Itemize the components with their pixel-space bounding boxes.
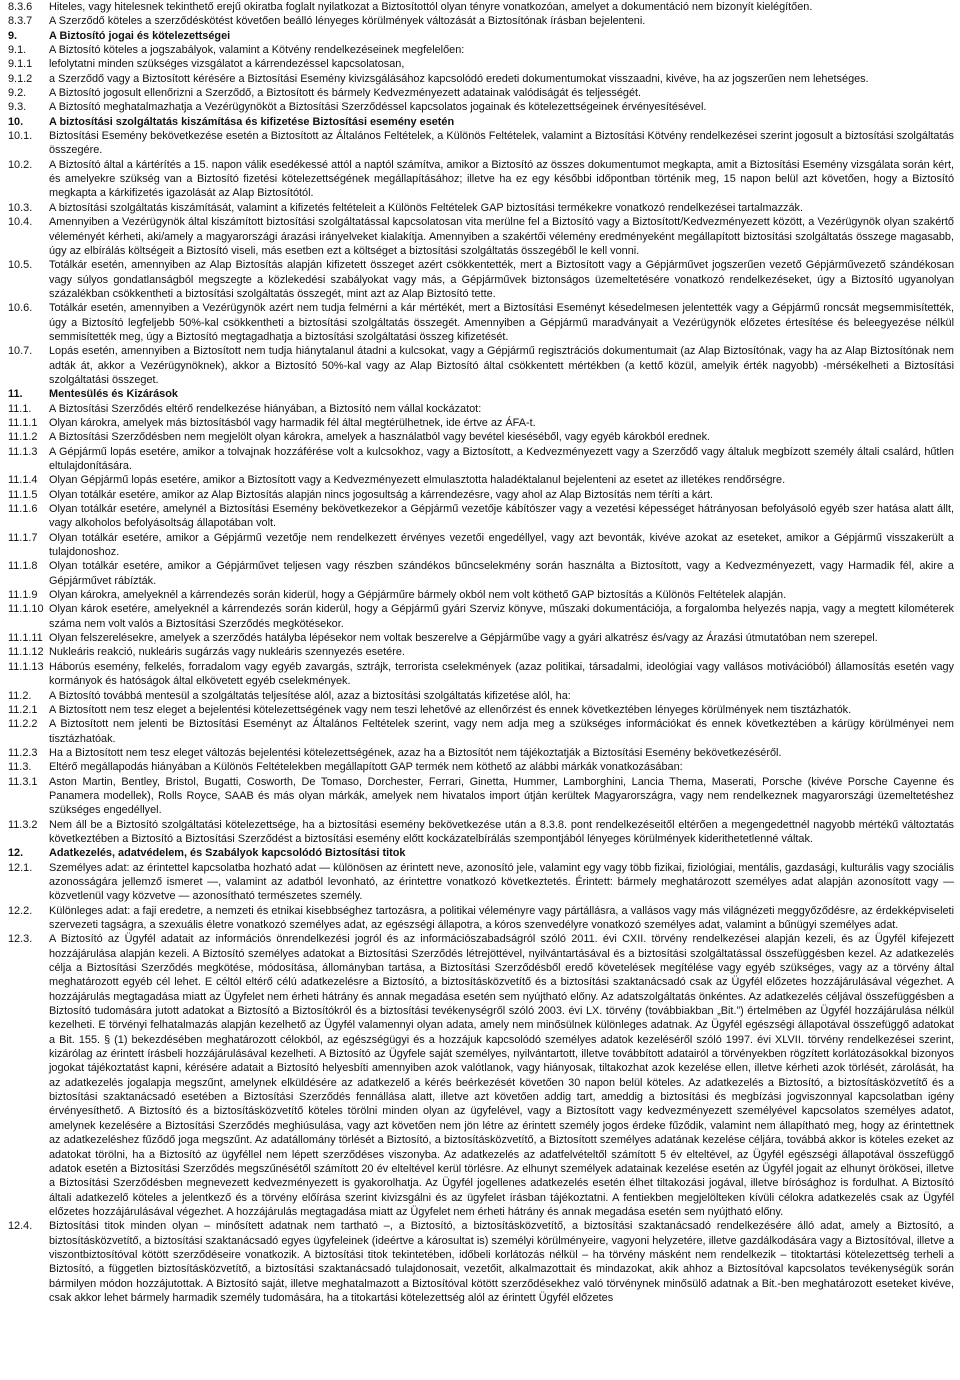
clause-paragraph: [8, 588, 954, 602]
clause-text: Olyan totálkár esetére, amikor a Gépjármű vezetője nem rendelkezett érvényes vezetői engedéllyel, vagy azt bevonták, kivéve azokat az eseteket, amikor a Gépjármű visszakerült a tulajdonoshoz.: [49, 531, 954, 559]
clause-number: 10.6.: [8, 302, 33, 315]
clause-number: 10.1.: [8, 130, 33, 143]
clause-text: A Biztosítási Szerződés eltérő rendelkezése hiányában, a Biztosító nem vállal kockázatot:: [49, 402, 482, 415]
clause-number: 10.4.: [8, 216, 33, 229]
section-heading: [8, 115, 954, 129]
clause-paragraph: [8, 861, 954, 904]
clause-number: 11.1.2: [8, 431, 38, 444]
clause-number: 11.1.12: [8, 646, 44, 659]
clause-paragraph: [8, 602, 954, 631]
clause-paragraph: [8, 818, 954, 847]
clause-text: A Biztosító köteles a jogszabályok, valamint a Kötvény rendelkezéseinek megfelelően:: [49, 44, 465, 57]
clause-text: Olyan totálkár esetére, amikor a Gépjárművet teljesen vagy részben szándékos bűncselekmény során használta a Biztosított, vagy a Kedvezményezett, vagy Harmadik fél, akire a Gépjárművet rábízták.: [49, 560, 954, 587]
clause-number: 12.: [8, 847, 24, 860]
clause-paragraph: [8, 14, 954, 28]
clause-paragraph: [8, 502, 954, 531]
clause-number: 11.3.1: [8, 775, 38, 788]
clause-number: 11.1.: [8, 402, 32, 415]
clause-paragraph: [8, 689, 954, 703]
clause-text: Olyan károk esetére, amelyeknél a kárrendezés során kiderül, hogy a Gépjármű gyári Szerviz könyve, műszaki dokumentációja, a forgalomba helyezés napja, vagy a megtett kilométerek száma nem volt valós a Biztosítási Szerződés megkötésekor.: [49, 603, 954, 630]
clause-paragraph: [8, 932, 954, 1219]
clause-text: A Biztosító által a kártérítés a 15. napon válik esedékessé attól a naptól számítva, amikor a Biztosító az összes dokumentumot megkapta, amit a Biztosítási Esemény vizsgálata során kért, és amelyekre szükség van a Biztosító fizetési kötelezettségének megállapításához; illetve ha ez egy későbbi időpontban történik meg, 15 napon belül azt követően, hogy a Biztosító megkapta a kárkifizetés igazolását az Alap Biztosítótól.: [49, 158, 954, 200]
clause-text: Eltérő megállapodás hiányában a Különös Feltételekben megállapított GAP termék nem köthető az alábbi márkák vonatkozásában:: [49, 761, 683, 774]
clause-number: 10.: [8, 115, 24, 128]
clause-text: Totálkár esetén, amennyiben a Vezérügynök azért nem tudja felmérni a kár mértékét, mert a Biztosítási Eseményt késedelmesen jelentették vagy a Gépjármű roncsát megsemmisítették, úgy a Biztosító legfeljebb 50%-kal csökkentheti a biztosítási szolgáltatás összegét. Amennyiben a Gépjármű maradványait a Vezérügynök előzetes értesítése és beleegyezése nélkül semmisítették meg, úgy a Biztosító megtagadhatja a biztosítási szolgáltatási összeg kifizetését.: [49, 302, 954, 343]
clause-text: Háborús esemény, felkelés, forradalom vagy egyéb zavargás, sztrájk, terrorista cselekmények (azaz politikai, társadalmi, ideológiai vagy vallásos motivációból) államosítás esetén vagy kormányok és hatóságok által elkövetett egyéb cselekmények.: [49, 660, 954, 688]
clause-number: 9.1.: [8, 44, 27, 57]
clause-paragraph: [8, 43, 954, 57]
clause-number: 9.: [8, 29, 18, 42]
clause-text: a Szerződő vagy a Biztosított kérésére a Biztosítási Esemény kivizsgálásához kapcsolódó eredeti dokumentumokat visszaadni, kivéve, ha az jogszerűen nem lehetséges.: [49, 72, 869, 85]
clause-paragraph: [8, 746, 954, 760]
clause-paragraph: [8, 57, 954, 71]
clause-text: Nem áll be a Biztosító szolgáltatási kötelezettsége, ha a biztosítási esemény bekövetkezése után a 8.3.8. pont rendelkezéseitől eltérően a megengedettnél nagyobb mértékű változtatás következtében a Biztosító a Biztosítási Szerződést a biztosítási esemény előtt kockázatelbírálás szempontjából lényeges körülmények kiderithetetlenné váltak.: [49, 818, 954, 845]
clause-paragraph: [8, 488, 954, 502]
clause-number: 11.2.3: [8, 746, 38, 759]
clause-text: A Biztosított nem jelenti be Biztosítási Eseményt az Általános Feltételek szerint, vagy nem adja meg a szükséges információkat és ennek következtében a kárügy körülményei nem tisztázhatóak.: [49, 718, 954, 745]
clause-number: 11.2.: [8, 689, 32, 702]
clause-text: A Biztosító jogosult ellenőrizni a Szerződő, a Biztosított és bármely Kedvezményezett adatainak valódiságát és teljességét.: [49, 87, 642, 100]
clause-number: 9.3.: [8, 101, 27, 114]
clause-number: 11.1.9: [8, 589, 38, 602]
clause-paragraph: [8, 215, 954, 258]
clause-number: 10.7.: [8, 345, 33, 358]
clause-number: 8.3.6: [8, 1, 33, 13]
clause-number: 10.5.: [8, 259, 33, 272]
section-heading: [8, 29, 954, 43]
clause-paragraph: [8, 402, 954, 416]
clause-paragraph: [8, 660, 954, 689]
clause-number: 11.1.1: [8, 416, 38, 429]
clause-text: Személyes adat: az érintettel kapcsolatba hozható adat — különösen az érintett neve, azonosító jele, valamint egy vagy több fizikai, fiziológiai, mentális, gazdasági, kulturális vagy szociális azonosságára jellemző ismeret —, valamint az adatból levonható, az érintettre vonatkozó következtetés. Érintett: bármely meghatározott személyes adat alapján azonosított vagy — közvetlenül vagy közvetve — azonosítható természetes személy.: [49, 861, 954, 903]
clause-paragraph: [8, 645, 954, 659]
clause-text: Biztosítási Esemény bekövetkezése esetén a Biztosított az Általános Feltételek, a Különös Feltételek, valamint a Biztosítási Kötvény rendelkezései szerint jogosult a biztosítási szolgáltatás összegére.: [49, 130, 954, 157]
clause-text: Olyan károkra, amelyeknél a kárrendezés során kiderül, hogy a Gépjárműre bármely okból nem volt köthető GAP biztosítás a Különös Feltételek alapján.: [49, 589, 787, 602]
clause-paragraph: [8, 445, 954, 474]
clause-paragraph: [8, 201, 954, 215]
clause-paragraph: [8, 717, 954, 746]
clause-text: Biztosítási titok minden olyan – minősített adatnak nem tartható –, a Biztosító, a biztosításközvetítő, a biztosítási szaktanácsadó rendelkezésére álló adat, amely a Biztosító, a biztosításközvetítő, a biztosítási szaktanácsadó egyes ügyfeleinek (ideértve a károsultat is) személyi körülményeire, vagyoni helyzetére, illetve gazdálkodására vagy a Biztosítóval, illetve a viszontbiztosítóval kötött szerződéseire vonatkozik. A biztosítási titok tekintetében, időbeli korlátozás nélkül – ha törvény másként nem rendelkezik – titoktartási kötelezettség terheli a Biztosító, a független biztosításközvetítő, a biztosítási szaktanácsadó tulajdonosait, vezetőit, alkalmazottait és mindazokat, akik ahhoz a Biztosítóval kapcsolatos tevékenységük során bármilyen módon hozzájutottak. A Biztosító saját, illetve meghatalmazott a Biztosítóval kötött szerződésekhez való törvénynek minősülő adatnak a Bit.-ben meghatározott eseteket kivéve, csak akkor lehet bármely harmadik személy tudomására, ha a titokartási kötelezettség alól az érintett Ügyfél előzetes: [49, 1220, 954, 1304]
clause-paragraph: [8, 301, 954, 344]
clause-text: A Biztosítási Szerződésben nem megjelölt olyan károkra, amelyek a használatból vagy bevétel kieséséből, vagy egyéb károkból erednek.: [49, 431, 711, 444]
clause-paragraph: [8, 775, 954, 818]
clause-text: Hiteles, vagy hitelesnek tekinthető erejű okiratba foglalt nyilatkozat a Biztosítottól olyan tényre vonatkozóan, amelyet a dokumentáció nem bizonyít kielégítően.: [49, 1, 813, 13]
clause-paragraph: [8, 703, 954, 717]
section-title: Mentesülés és Kizárások: [49, 388, 178, 401]
clause-paragraph: [8, 559, 954, 588]
clause-paragraph: [8, 760, 954, 774]
section-title: A Biztosító jogai és kötelezettségei: [49, 29, 231, 42]
clause-paragraph: [8, 430, 954, 444]
clause-number: 11.1.7: [8, 531, 38, 544]
clause-number: 9.1.1: [8, 58, 33, 71]
clause-paragraph: [8, 904, 954, 933]
clause-paragraph: [8, 1219, 954, 1305]
clause-paragraph: [8, 344, 954, 387]
clause-number: 12.1.: [8, 861, 33, 874]
clause-paragraph: [8, 158, 954, 201]
clause-text: Olyan Gépjármű lopás esetére, amikor a Biztosított vagy a Kedvezményezett elmulasztotta haladéktalanul bejelenteni az esetet az illetékes rendőrségre.: [49, 474, 786, 487]
clause-text: A Biztosító az Ügyfél adatait az információs önrendelkezési jogról és az információszabadságról szóló 2011. évi CXII. törvény rendelkezései alapján kezeli, és az Ügyfél kifejezett hozzájárulása alapján kezeli. A Biztosító személyes adatokat a Biztosítási Szerződés létrejöttével, nyilvántartásával és a biztosítási szolgáltatással összefüggésben kezel. Az adatkezelés célja a Biztosítási Szerződés megkötése, módosítása, állományban tartása, a Biztosítási Szerződésből eredő követelések megítélése vagy egyéb szükséges, vagy az a törvény által meghatározott egyéb cél lehet. E céltól eltérő célú adatkezelésre a Biztosító, a biztosításközvetítő és a biztosítási szaktanácsadó csak az Ügyfél előzetes hozzájárulásával végezhet. A hozzájárulás megtagadása miatt az Ügyfelet nem érheti hátrány és annak megadása esetén sem nyújtható előny. Az adatszolgáltatás önkéntes. Az adatkezelés céljával összefüggésben a Biztosító tudomására jutott adatokat a Biztosító a Biztosítókról és a biztosítási tevékenységről szóló 2003. évi LX. törvény (továbbiakban „Bit.”) értelmében az Ügyfél hozzájárulása nélkül kezelheti. E törvényi felhatalmazás alapján kezelhető az Ügyfél valamennyi olyan adata, amely nem minősülnek különleges adatnak. Az Ügyfél egészségi állapotával összefüggő adatokat a Bit. 155. § (1) bekezdésében meghatározott célokból, az egészségügyi és a hozzájuk kapcsolódó személyes adatok kezeléséről szóló 1997. évi XLVII. törvény rendelkezései szerint, kizárólag az érintett írásbeli hozzájárulásával kezelheti. A Biztosító az Ügyfele saját személyes, nyilvántartott, illetve továbbított adatairól a törvényekben rögzített korlátozásokkal bizonyos jogokat tájékoztatást kapni, kérésére adatait a Biztosító helyesbíti amennyiben azok valótlanok, vagy hiányosak, tiltakozhat azok kezelése ellen, illetve kérheti azok törlését, zárolását, ha az adatkezelés jogalapja megszűnt, amelynek elküldésére az adatkezelő a kérés beérkezését követően 30 napon belül köteles. Az adatkezelés a Biztosító, a biztosításközvetítő és a biztosítási szaktanácsadó esetében a Biztosítási Szerződés fennállása alatt, illetve azt követően addig tart, ameddig a biztosítási és megbízási jogviszonnyal kapcsolatban igény érvényesíthető. A Biztosító és a biztosításközvetítő köteles törölni minden olyan az ügyfelével, vagy a Biztosított vagy kedvezményezett személyével kapcsolatos személyes adatot, amelynek kezelésére a Biztosítási Szerződés meghiúsulása, vagy azt követően nem jön létre az érintett személy jogos érdeke fűződik, valamint nem állapítható meg, hogy az érintettnek az adatkezeléshez fűződő joga megszűnt. Az adatállomány törlését a Biztosító, a biztosításközvetítő, a Biztosított személyes adatának kezelése céljára, továbbá akkor is köteles ezeket az adatokat törölni, ha a Biztosító az ügyféllel nem lépett szerződéses viszonyba. Az adatkezelés az adatfelvételtől számított 5 év elteltével, az Ügyfél egészségi állapotával összefüggő adatok esetén a Biztosítási Szerződés megszűnésétől számított 20 év elteltével kerül törlésre. Az elhunyt személyek adatainak kezelése esetén az Ügyfél jogait az elhunyt örökösei, illetve a Biztosítási Szerződésben megnevezett kedvezményezett is gyakorolhatja. Az Ügyfél jogellenes adatkezelés esetén élhet tiltakozási jogával, illetve bírósághoz is fordulhat. A Biztosító általi adatkezelő köteles a jelentkező és a törvény előírása szerint kivizsgálni és az ügyfelet írásban tájékoztatni. A fentiekben megjelölteken kívüli célokra adatkezelés csak az Ügyfél előzetes hozzájárulásával végezhet. A hozzájárulás megtagadása miatt az Ügyfelet nem érheti hátrány és annak megadása esetén sem nyújtható előny.: [49, 933, 954, 1218]
clause-number: 10.2.: [8, 158, 33, 171]
clause-text: A Biztosított nem tesz eleget a bejelentési kötelezettségének vagy nem teszi lehetővé az ellenőrzést és ennek következtében lényeges körülmények nem tisztázhatók.: [49, 703, 852, 716]
section-title: Adatkezelés, adatvédelem, és Szabályok kapcsolódó Biztosítási titok: [49, 847, 406, 860]
clause-number: 12.4.: [8, 1220, 33, 1233]
clause-text: A biztosítási szolgáltatás kiszámítását, valamint a kifizetés feltételeit a Különös Feltételek GAP biztosítási termékekre vonatkozó rendelkezései tartalmazzák.: [49, 201, 804, 214]
clause-number: 11.1.13: [8, 660, 44, 673]
clause-paragraph: [8, 86, 954, 100]
clause-number: 11.3.: [8, 761, 32, 774]
clause-number: 9.2.: [8, 87, 27, 100]
clause-text: Olyan károkra, amelyek más biztosításból vagy harmadik fél által megtérülhetnek, ide értve az ÁFA-t.: [49, 416, 536, 429]
clause-number: 11.3.2: [8, 818, 38, 831]
clause-number: 11.1.6: [8, 503, 38, 516]
clause-text: Lopás esetén, amennyiben a Biztosított nem tudja hiánytalanul átadni a kulcsokat, vagy a Gépjármű regisztrációs dokumentumait (az Alap Biztosítónak, vagy ha az Alap Biztosítónak nem adták át, akkor a Vezérügynöknek), akkor a Biztosító 50%-kal vagy az Alap Biztosító által csökkentett mértékben (a kettő közül, amelyik érték nagyobb) -mérsékelheti a Biztosítási szolgáltatási összeget.: [49, 345, 954, 386]
section-heading: [8, 387, 954, 401]
clause-paragraph: [8, 416, 954, 430]
clause-text: A Biztosító meghatalmazhatja a Vezérügynököt a Biztosítási Szerződéssel kapcsolatos jogainak és kötelezettségeinek érvényesítésével.: [49, 101, 707, 114]
clause-number: 11.1.4: [8, 474, 38, 487]
section-heading: [8, 846, 954, 860]
clause-number: 8.3.7: [8, 15, 33, 28]
clause-text: A Biztosító továbbá mentesül a szolgáltatás teljesítése alól, azaz a biztosítási szolgáltatás kifizetése alól, ha:: [49, 689, 571, 702]
clause-paragraph: [8, 0, 954, 14]
clause-paragraph: [8, 631, 954, 645]
clause-number: 9.1.2: [8, 72, 33, 85]
clause-number: 11.1.10: [8, 603, 44, 616]
clause-text: Olyan totálkár esetére, amelynél a Biztosítási Esemény bekövetkezekor a Gépjármű vezetője kábítószer vagy a vezetési képességet hátrányosan befolyásoló egyéb szer hatása alatt állt, vagy alkoholos befolyásoltság állapotában volt.: [49, 503, 954, 530]
clause-paragraph: [8, 258, 954, 301]
clause-text: lefolytatni minden szükséges vizsgálatot a kárrendezéssel kapcsolatosan,: [49, 58, 405, 71]
clause-paragraph: [8, 473, 954, 487]
clause-text: Totálkár esetén, amennyiben az Alap Biztosítás alapján kifizetett összeget azért csökkentették, mert a Biztosított vagy a Gépjárművet jogszerűen vezető Gépjárművezető szándékosan vagy súlyos gondatlanságból megszegte a közlekedési szabályokat vagy más, a Gépjárművek biztonságos üzemeltetésére vonatkozó rendelkezéseket, úgy a Biztosító ugyanolyan százalékban csökkentheti a biztosítási szolgáltatás összegét, mint azt az Alap Biztosító tette.: [49, 259, 954, 300]
clause-number: 11.1.3: [8, 445, 38, 458]
clause-text: Olyan totálkár esetére, amikor az Alap Biztosítás alapján nincs jogosultság a kárrendezésre, vagy ahol az Alap Biztosítás nem téríti a kárt.: [49, 488, 714, 501]
clause-number: 10.3.: [8, 201, 33, 214]
clause-text: Aston Martin, Bentley, Bristol, Bugatti, Cosworth, De Tomaso, Dorchester, Ferrari, Ginetta, Hummer, Lamborghini, Lancia Thema, Maserati, Porsche (kivéve Porsche Cayenne és Panamera modellek), Rolls Royce, SAAB és más olyan márkák, amelyek nem hivatalos import útján kerültek Magyarországra, vagy nem rendelkeznek magyarországi üzemeltetéshez szükséges engedéllyel.: [49, 775, 954, 817]
clause-paragraph: [8, 100, 954, 114]
section-title: A biztosítási szolgáltatás kiszámítása és kifizetése Biztosítási esemény esetén: [49, 115, 455, 128]
clause-number: 11.: [8, 388, 23, 401]
clause-number: 12.3.: [8, 933, 33, 946]
clause-text: Ha a Biztosított nem tesz eleget változás bejelentési kötelezettségének, azaz ha a Biztosítót nem tájékoztatják a Biztosítási Esemény bekövetkezéséről.: [49, 746, 782, 759]
clause-number: 11.2.2: [8, 718, 38, 731]
clause-number: 11.1.8: [8, 560, 38, 573]
clause-paragraph: [8, 72, 954, 86]
clause-text: A Szerződő köteles a szerződéskötést követően beálló lényeges körülmények változását a Biztosítónak írásban bejelenteni.: [49, 15, 646, 28]
clause-number: 11.1.5: [8, 488, 38, 501]
clause-text: A Gépjármű lopás esetére, amikor a tolvajnak hozzáférése volt a kulcsokhoz, vagy a Biztosított, a Kedvezményezett vagy a Szerződő vagy általuk megbízott személy általi csalárd, hűtlen eltulajdonítására.: [49, 445, 954, 472]
clause-number: 11.1.11: [8, 632, 43, 645]
clause-text: Amennyiben a Vezérügynök által kiszámított biztosítási szolgáltatással kapcsolatosan vita merülne fel a Biztosító vagy a Biztosított/Kedvezményezett között, a Vezérügynök olyan szakértő véleményét kérheti, aki/amely a magyarországi árazási irányelveket kialakítja. Amennyiben a szakértői vélemény eredményeként megállapított biztosítási szolgáltatás összege magasabb, úgy az elbírálás költségeit a Biztosító viseli, más esetben ezt a költséget a biztosítási szolgáltatás összegéből le kell vonni.: [49, 216, 954, 257]
clause-text: Különleges adat: a faji eredetre, a nemzeti és etnikai kisebbséghez tartozásra, a politikai véleményre vagy pártállásra, a vallásos vagy más világnézeti meggyőződésre, az érdekképviseleti szervezeti tagságra, a szexuális életre vonatkozó személyes adat, az egészségi állapotra, a kóros szenvedélyre vonatkozó személyes adat, valamint a bűnügyi személyes adat.: [49, 904, 954, 931]
clause-text: Olyan felszerelésekre, amelyek a szerződés hatályba lépésekor nem voltak beszerelve a Gépjárműbe vagy a gyári alkatrész és/vagy az Árazási útmutatóban nem szerepel.: [49, 632, 878, 645]
clause-paragraph: [8, 531, 954, 560]
clause-paragraph: [8, 129, 954, 158]
clause-text: Nukleáris reakció, nukleáris sugárzás vagy nukleáris szennyezés esetére.: [49, 646, 405, 659]
clause-number: 12.2.: [8, 904, 33, 917]
clause-number: 11.2.1: [8, 703, 38, 716]
